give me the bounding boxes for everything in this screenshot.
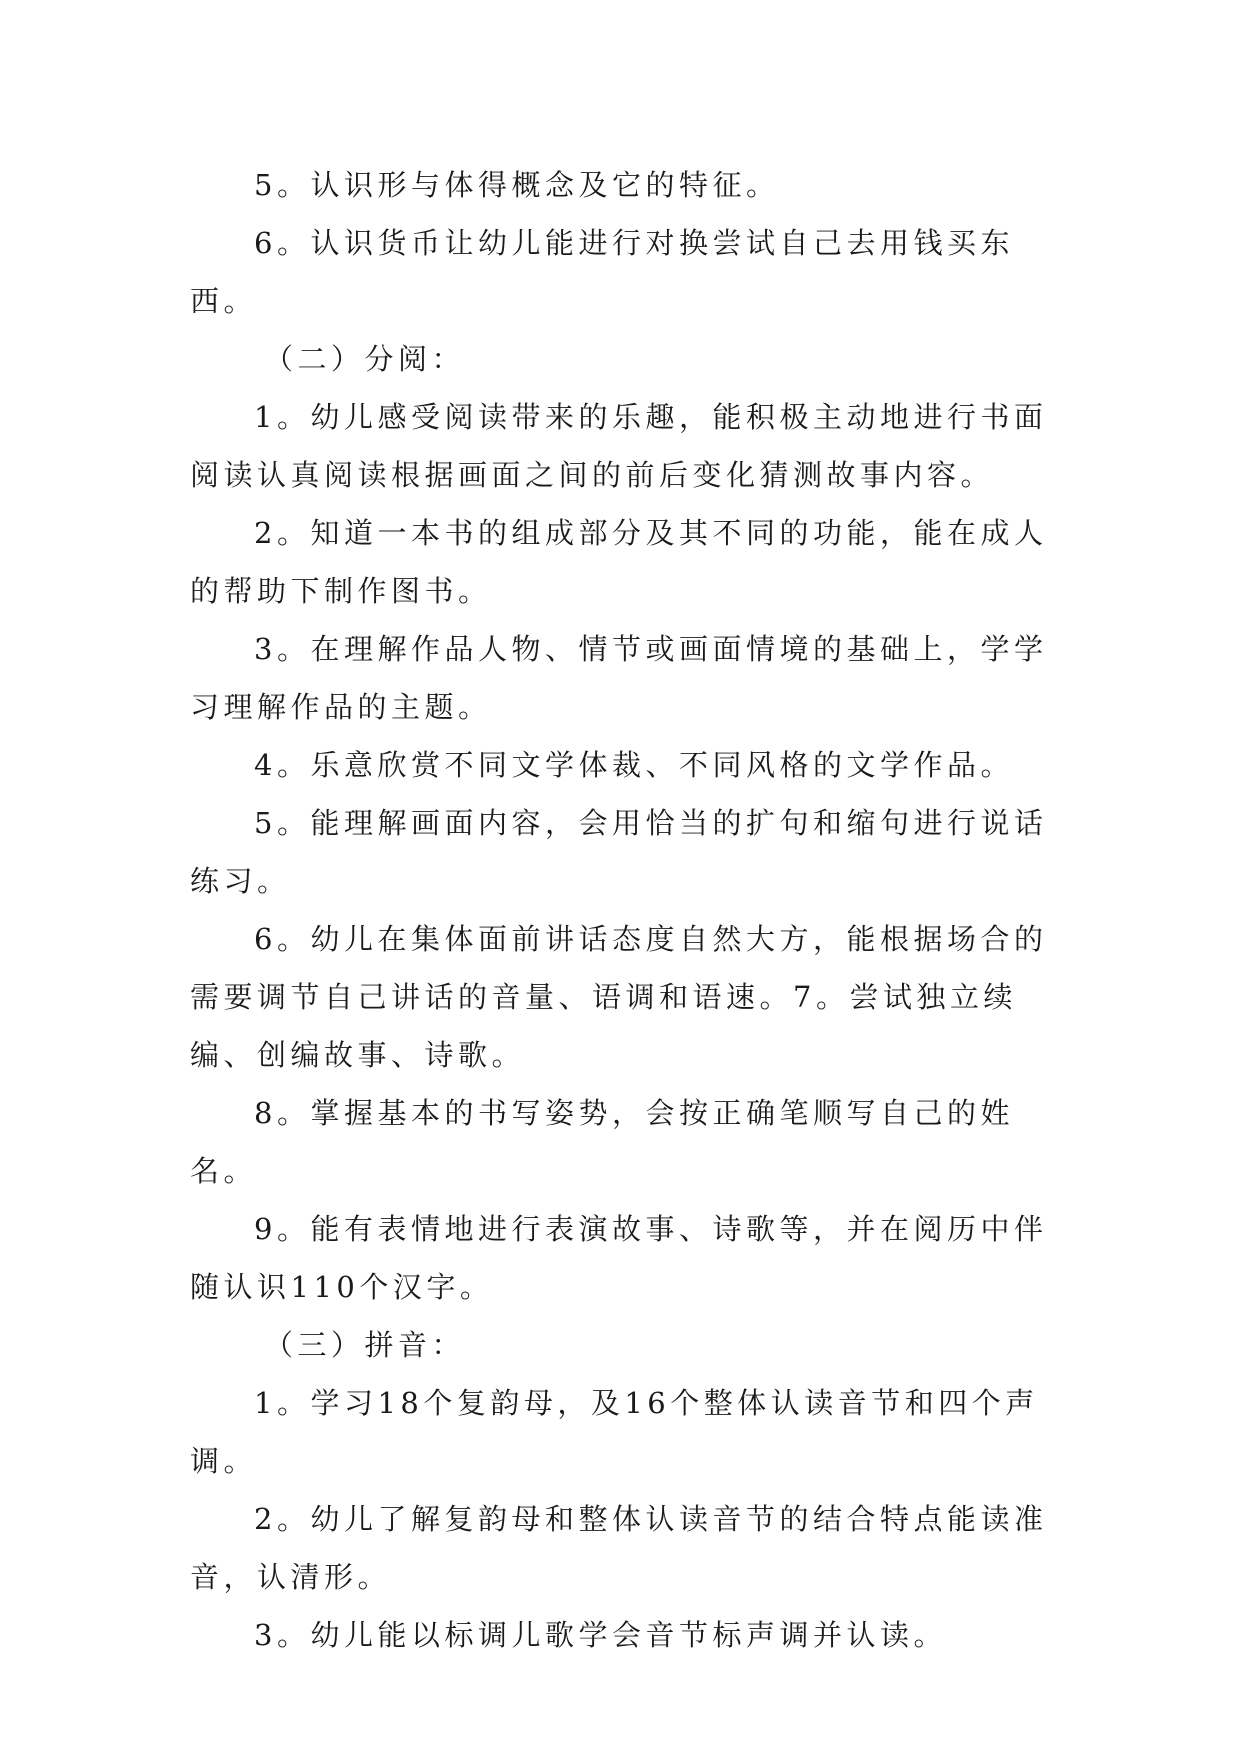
paragraph: 3。幼儿能以标调儿歌学会音节标声调并认读。 bbox=[254, 1618, 947, 1652]
paragraph: 5。认识形与体得概念及它的特征。 bbox=[254, 168, 780, 202]
paragraph: 4。乐意欣赏不同文学体裁、不同风格的文学作品。 bbox=[254, 748, 1014, 782]
paragraph: 9。能有表情地进行表演故事、诗歌等，并在阅历中伴随认识110个汉字。 bbox=[190, 1212, 1048, 1304]
paragraph: 1。幼儿感受阅读带来的乐趣，能积极主动地进行书面阅读认真阅读根据画面之间的前后变化猜测故事内容。 bbox=[190, 400, 1048, 492]
paragraph: 8。掌握基本的书写姿势，会按正确笔顺写自己的姓名。 bbox=[190, 1096, 1014, 1188]
paragraph: 6。幼儿在集体面前讲话态度自然大方，能根据场合的需要调节自己讲话的音量、语调和语速。7。尝试独立续编、创编故事、诗歌。 bbox=[190, 922, 1048, 1072]
document-body bbox=[190, 156, 1070, 1664]
paragraph: 5。能理解画面内容，会用恰当的扩句和缩句进行说话练习。 bbox=[190, 806, 1048, 898]
paragraph: 2。幼儿了解复韵母和整体认读音节的结合特点能读准音，认清形。 bbox=[190, 1502, 1048, 1594]
paragraph: 6。认识货币让幼儿能进行对换尝试自己去用钱买东西。 bbox=[190, 226, 1014, 318]
section-heading: （三）拼音： bbox=[264, 1328, 466, 1362]
paragraph: 2。知道一本书的组成部分及其不同的功能，能在成人的帮助下制作图书。 bbox=[190, 516, 1048, 608]
paragraph: 1。学习18个复韵母，及16个整体认读音节和四个声调。 bbox=[190, 1386, 1039, 1478]
section-heading: （二）分阅： bbox=[264, 342, 466, 376]
paragraph: 3。在理解作品人物、情节或画面情境的基础上，学学习理解作品的主题。 bbox=[190, 632, 1048, 724]
